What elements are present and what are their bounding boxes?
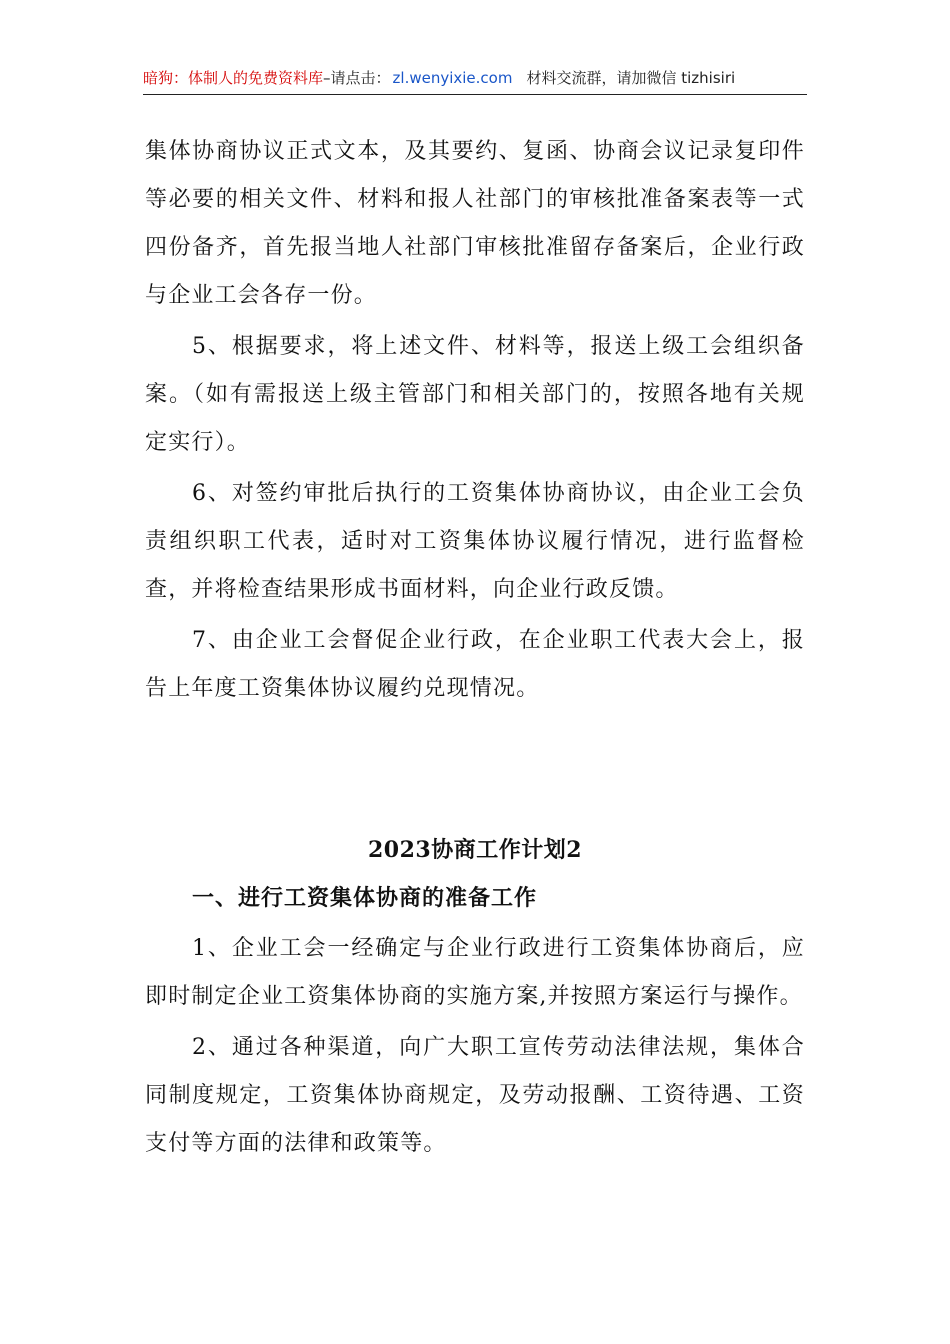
paragraph-item-2: 2、通过各种渠道，向广大职工宣传劳动法律法规，集体合同制度规定，工资集体协商规定，及劳动报酬、工资待遇、工资支付等方面的法律和政策等。 (145, 1035, 805, 1156)
header-brand-text: 暗狗：体制人的免费资料库 (143, 69, 324, 87)
paragraph-item-7: 7、由企业工会督促企业行政，在企业职工代表大会上，报告上年度工资集体协议履约兑现情况。 (145, 628, 805, 701)
paragraph-continuation: 集体协商协议正式文本，及其要约、复函、协商会议记录复印件等必要的相关文件、材料和报人社部门的审核批准备案表等一式四份备齐，首先报当地人社部门审核批准留存备案后，企业行政与企业工会各存一份。 (145, 139, 805, 308)
paragraph-item-1: 1、企业工会一经确定与企业行政进行工资集体协商后，应即时制定企业工资集体协商的实施方案,并按照方案运行与操作。 (145, 936, 805, 1009)
document-title: 2023协商工作计划2 (367, 837, 583, 863)
paragraph-item-5: 5、根据要求，将上述文件、材料等，报送上级工会组织备案。（如有需报送上级主管部门和相关部门的，按照各地有关规定实行）。 (145, 334, 805, 455)
section-heading: 一、进行工资集体协商的准备工作 (192, 885, 538, 911)
page-header (143, 62, 807, 95)
upper-body (145, 128, 805, 713)
header-prompt-text: –请点击： (323, 69, 391, 87)
lower-body (145, 925, 805, 1168)
header-url-link[interactable]: zl.wenyixie.com (392, 69, 513, 87)
header-wechat-text: 材料交流群，请加微信 tizhisiri (526, 69, 736, 87)
paragraph-item-6: 6、对签约审批后执行的工资集体协商协议，由企业工会负责组织职工代表，适时对工资集体协议履行情况，进行监督检查，并将检查结果形成书面材料，向企业行政反馈。 (145, 481, 805, 602)
